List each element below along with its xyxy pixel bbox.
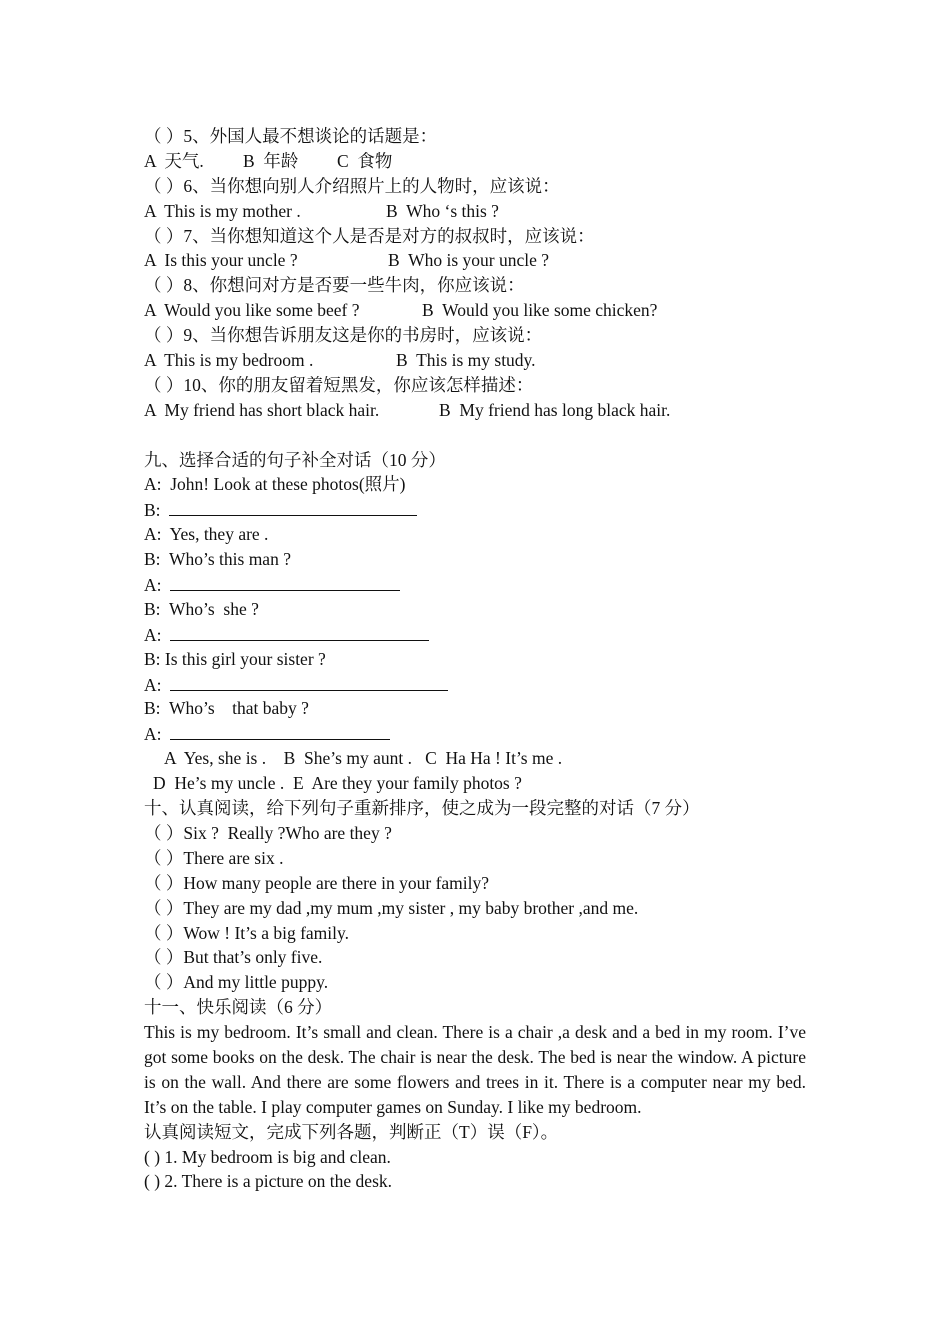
speaker-label: A: (144, 674, 162, 695)
reading-passage: This is my bedroom. It’s small and clean. There is a chair ,a desk and a bed in my room. I’ve got some books on the desk. The chair is near the desk. The bed is near the window. A picture is on the wall. And there are some flowers and trees in it. There is a computer near my bed. It’s on the table. I play computer games on Sunday. I like my bedroom. (144, 1022, 806, 1117)
question-7-options (144, 248, 806, 273)
option-a: A This is my mother . (144, 200, 301, 221)
speaker-label: A: (144, 724, 162, 745)
order-sentence-1: （ ）Six ? Really ?Who are they ? (144, 822, 392, 843)
option-a: A Would you like some beef ? (144, 300, 360, 321)
option-b: B 年龄 (243, 150, 299, 171)
answer-blank[interactable] (170, 572, 400, 591)
order-sentence-4: （ ）They are my dad ,my mum ,my sister , my baby brother ,and me. (144, 897, 639, 918)
section-11-title: 十一、快乐阅读（6 分） (144, 997, 333, 1018)
answer-blank[interactable] (169, 497, 417, 516)
answer-blank[interactable] (170, 672, 448, 691)
dialogue-line-7 (144, 622, 806, 647)
speaker-label: B: (144, 500, 161, 521)
question-5-options (144, 149, 806, 174)
dialogue-line-11 (144, 721, 806, 746)
dialogue-line-6: B: Who’s she ? (144, 598, 259, 619)
reading-instruction: 认真阅读短文，完成下列各题，判断正（T）误（F）。 (144, 1121, 559, 1142)
question-9-options (144, 348, 806, 373)
speaker-label: A: (144, 624, 162, 645)
option-c: C 食物 (337, 150, 393, 171)
dialogue-line-2 (144, 497, 806, 522)
order-sentence-7: （ ）And my little puppy. (144, 972, 329, 993)
dialogue-line-1: A: John! Look at these photos(照片) (144, 474, 406, 495)
question-8: （ ）8、你想问对方是否要一些牛肉，你应该说： (144, 275, 525, 296)
worksheet-page (144, 124, 806, 1194)
order-sentence-2: （ ）There are six . (144, 847, 284, 868)
dialogue-line-4: B: Who’s this man ? (144, 549, 291, 570)
section-10-title: 十、认真阅读，给下列句子重新排序，使之成为一段完整的对话（7 分） (144, 798, 700, 819)
option-a: A Is this your uncle ? (144, 250, 298, 271)
option-b: B Who is your uncle ? (388, 250, 550, 271)
dialogue-line-5 (144, 572, 806, 597)
order-sentence-3: （ ）How many people are there in your family? (144, 872, 490, 893)
question-10-options (144, 398, 806, 423)
option-b: B My friend has long black hair. (439, 399, 671, 420)
question-8-options (144, 298, 806, 323)
order-sentence-6: （ ）But that’s only five. (144, 947, 323, 968)
option-b: B This is my study. (396, 350, 536, 371)
dialogue-line-8: B: Is this girl your sister ? (144, 648, 326, 669)
question-10: （ ）10、你的朋友留着短黑发，你应该怎样描述： (144, 374, 534, 395)
question-5: （ ）5、外国人最不想谈论的话题是： (144, 126, 438, 146)
question-6-options (144, 199, 806, 224)
question-9: （ ）9、当你想告诉朋友这是你的书房时，应该说： (144, 325, 543, 346)
dialogue-line-9 (144, 672, 806, 697)
speaker-label: A: (144, 575, 162, 596)
question-6: （ ）6、当你想向别人介绍照片上的人物时，应该说： (144, 175, 560, 196)
dialogue-line-10: B: Who’s that baby ? (144, 698, 309, 719)
option-a: A My friend has short black hair. (144, 399, 380, 420)
answer-blank[interactable] (170, 622, 429, 641)
dialogue-line-3: A: Yes, they are . (144, 524, 269, 545)
option-a: A This is my bedroom . (144, 350, 314, 371)
section-9-title: 九、选择合适的句子补全对话（10 分） (144, 449, 446, 470)
answer-blank[interactable] (170, 721, 390, 740)
question-7: （ ）7、当你想知道这个人是否是对方的叔叔时，应该说： (144, 225, 595, 246)
true-false-item-1: ( ) 1. My bedroom is big and clean. (144, 1146, 391, 1167)
true-false-item-2: ( ) 2. There is a picture on the desk. (144, 1171, 392, 1192)
option-b: B Would you like some chicken? (422, 300, 658, 321)
dialogue-options-2: D He’s my uncle . E Are they your family photos ? (153, 773, 522, 794)
option-b: B Who ‘s this ? (386, 200, 499, 221)
option-a: A 天气. (144, 150, 204, 171)
dialogue-options-1: A Yes, she is . B She’s my aunt . C Ha Ha ! It’s me . (164, 748, 563, 769)
order-sentence-5: （ ）Wow ! It’s a big family. (144, 922, 349, 943)
